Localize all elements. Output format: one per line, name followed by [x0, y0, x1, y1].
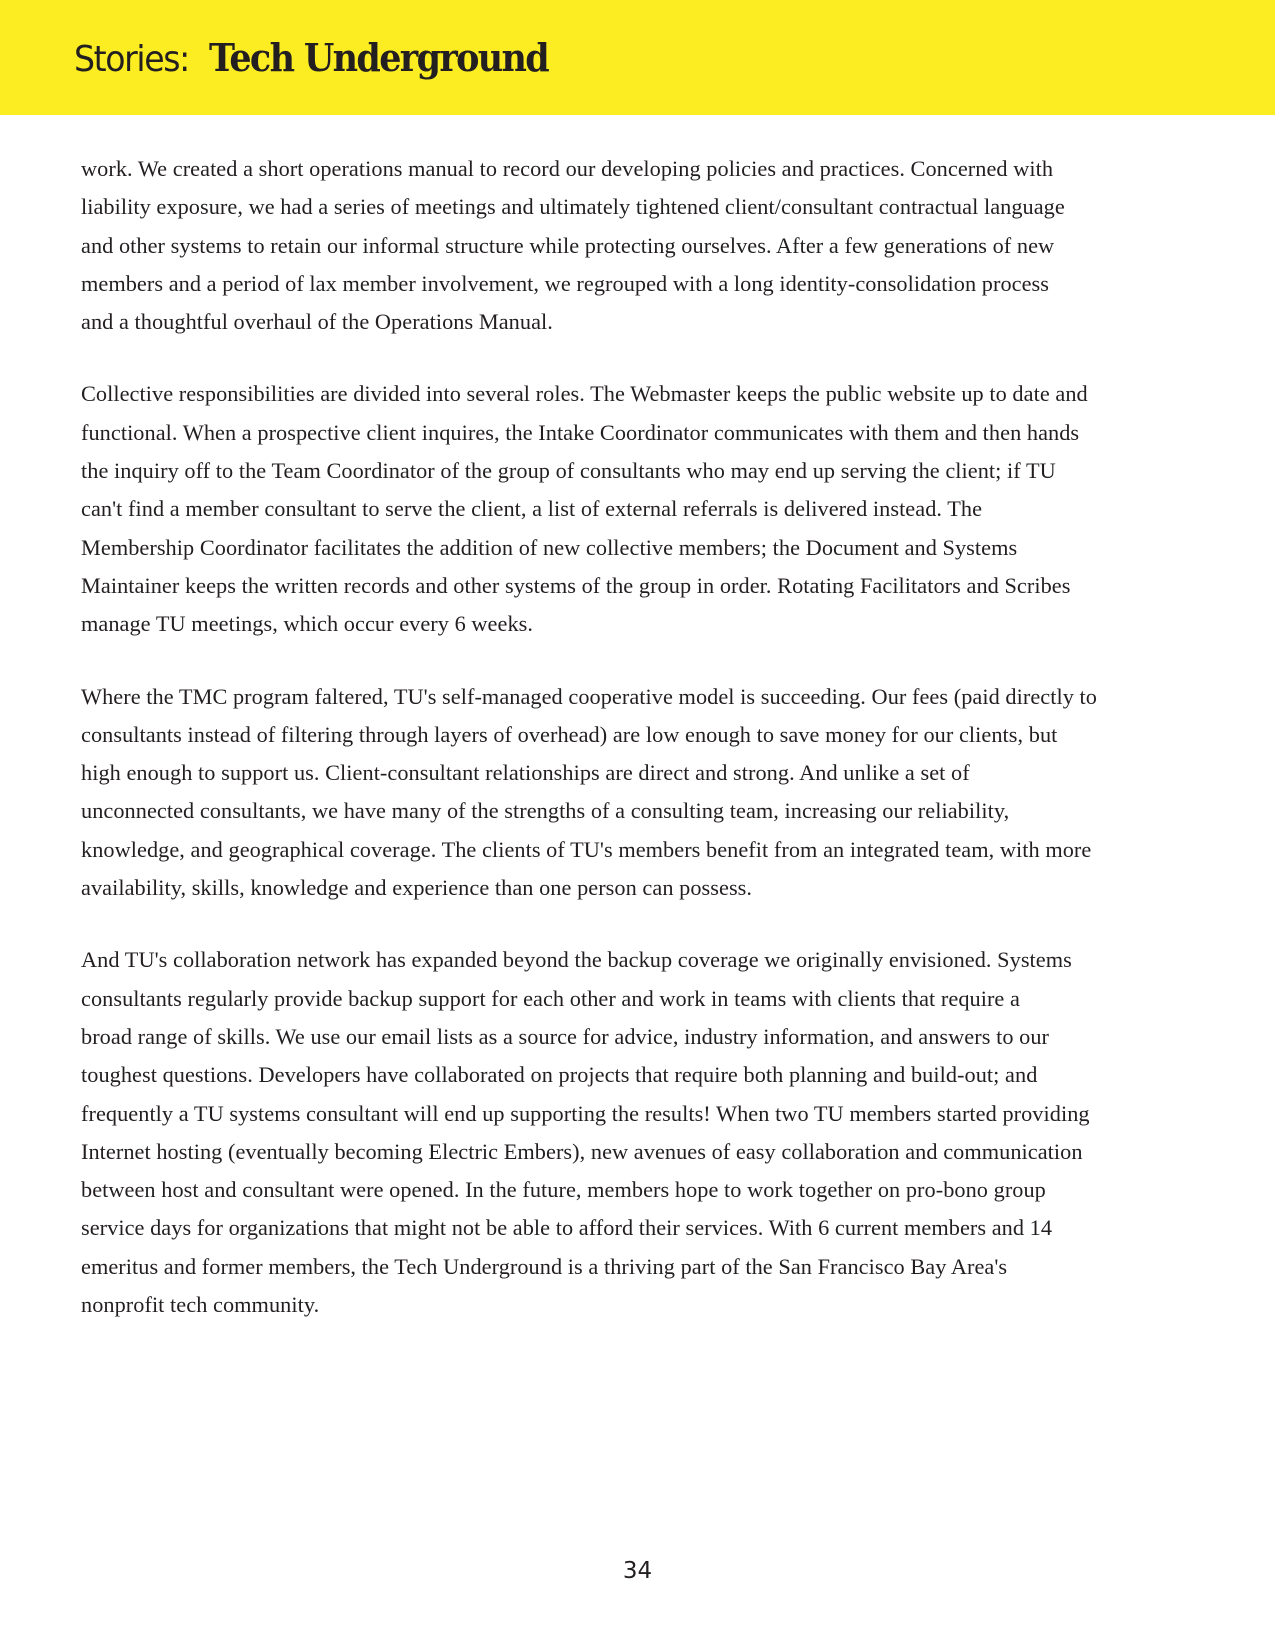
text-line: toughest questions. Developers have collaborated on projects that require both planning and build-out; and	[81, 1062, 1038, 1088]
text-line: consultants regularly provide backup support for each other and work in teams with clients that require a	[81, 985, 1020, 1011]
text-line: and a thoughtful overhaul of the Operations Manual.	[81, 309, 553, 335]
body-text	[81, 150, 1201, 1358]
page-header-title	[74, 34, 577, 91]
text-line: emeritus and former members, the Tech Underground is a thriving part of the San Francisco Bay Area's	[81, 1253, 1008, 1279]
text-line: Maintainer keeps the written records and other systems of the group in order. Rotating Facilitators and Scribes	[81, 572, 1071, 598]
text-line: Membership Coordinator facilitates the addition of new collective members; the Document and Systems	[81, 534, 1018, 560]
text-line: Collective responsibilities are divided into several roles. The Webmaster keeps the public website up to date and	[81, 381, 1088, 407]
text-line: members and a period of lax member involvement, we regrouped with a long identity-consolidation process	[81, 270, 1049, 296]
text-line: availability, skills, knowledge and experience than one person can possess.	[81, 875, 753, 901]
text-line: the inquiry off to the Team Coordinator of the group of consultants who may end up serving the client; if TU	[81, 458, 1056, 484]
text-line: functional. When a prospective client inquires, the Intake Coordinator communicates with them and then hands	[81, 419, 1080, 445]
text-line: nonprofit tech community.	[81, 1292, 320, 1318]
text-line: can't find a member consultant to serve the client, a list of external referrals is delivered instead. The	[81, 496, 983, 522]
page-number: 34	[622, 1558, 653, 1584]
text-line: work. We created a short operations manual to record our developing policies and practices. Concerned with	[81, 156, 1054, 181]
text-line: Where the TMC program faltered, TU's self-managed cooperative model is succeeding. Our fees (paid directly to	[81, 683, 1097, 709]
header-story-title: Tech Underground	[208, 35, 548, 80]
text-line: high enough to support us. Client-consultant relationships are direct and strong. And unlike a set of	[81, 760, 970, 786]
text-line: unconnected consultants, we have many of the strengths of a consulting team, increasing our reliability,	[81, 798, 1010, 824]
paragraph-cooperative-model	[81, 678, 1201, 908]
text-line: frequently a TU systems consultant will end up supporting the results! When two TU members started providing	[81, 1100, 1090, 1126]
header-band	[0, 0, 1275, 115]
text-line: And TU's collaboration network has expanded beyond the backup coverage we originally envisioned. Systems	[81, 947, 1072, 973]
text-line: and other systems to retain our informal structure while protecting ourselves. After a few generations of new	[81, 232, 1055, 258]
text-line: liability exposure, we had a series of meetings and ultimately tightened client/consultant contractual language	[81, 194, 1065, 220]
paragraph-collaboration-network	[81, 941, 1201, 1324]
text-line: broad range of skills. We use our email lists as a source for advice, industry information, and answers to our	[81, 1023, 1050, 1049]
text-line: knowledge, and geographical coverage. The clients of TU's members benefit from an integrated team, with more	[81, 836, 1092, 862]
text-line: manage TU meetings, which occur every 6 weeks.	[81, 611, 534, 637]
paragraph-collective-roles	[81, 375, 1201, 643]
text-line: consultants instead of filtering through layers of overhead) are low enough to save money for our clients, but	[81, 721, 1058, 747]
text-line: Internet hosting (eventually becoming Electric Embers), new avenues of easy collaboration and communication	[81, 1138, 1083, 1164]
header-section-label: Stories:	[74, 39, 189, 80]
text-line: service days for organizations that might not be able to afford their services. With 6 current members and 14	[81, 1215, 1053, 1241]
text-line: between host and consultant were opened. In the future, members hope to work together on pro-bono group	[81, 1177, 1046, 1203]
paragraph-operations-manual	[81, 150, 1201, 341]
